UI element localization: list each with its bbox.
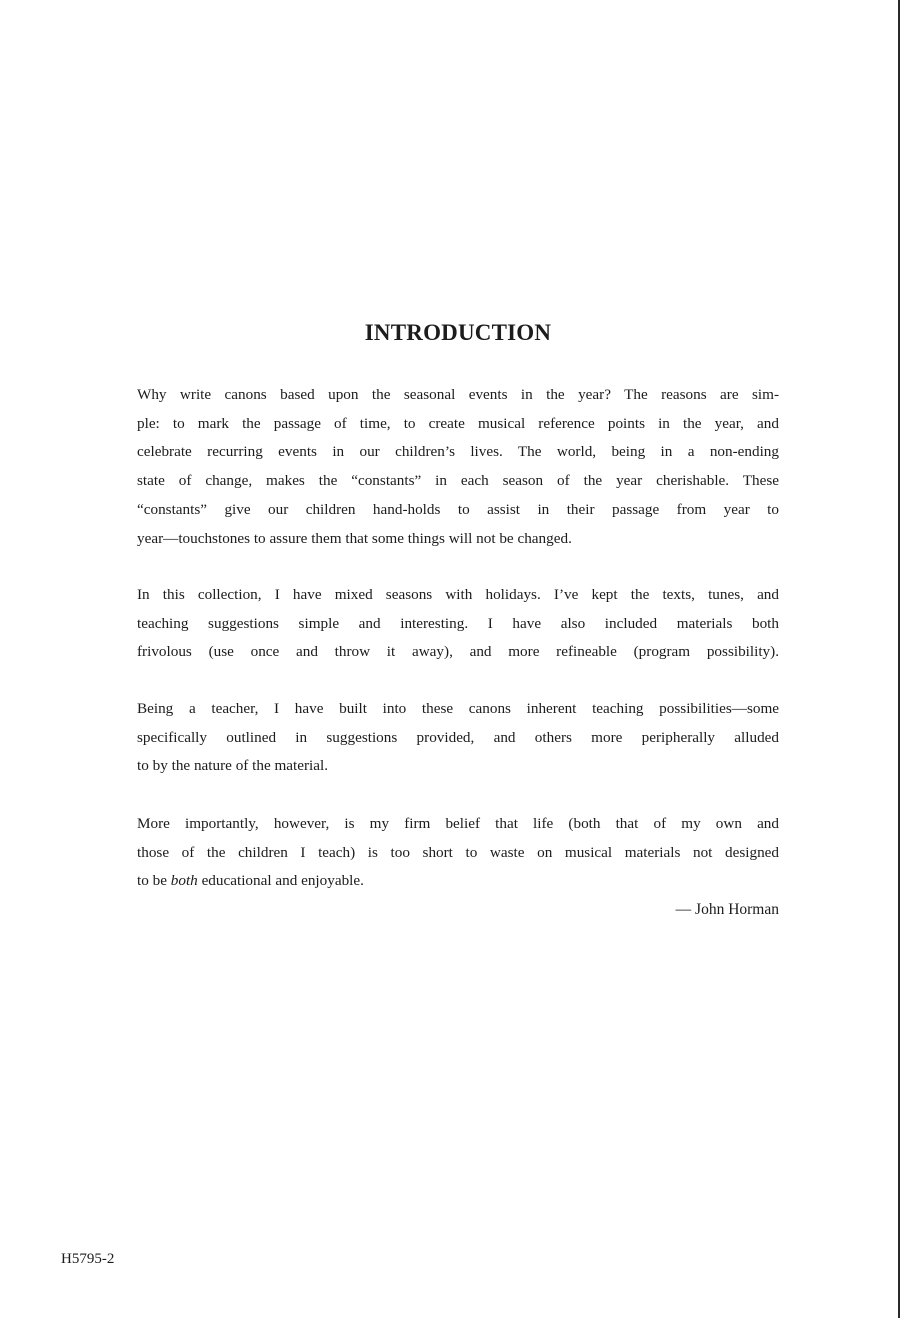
line-text: to be [137,872,171,890]
paragraph-line: Why write canons based upon the seasonal events in the year? The reasons are sim- [137,386,779,403]
paragraph-line: More importantly, however, is my firm belief that life (both that of my own and [137,815,779,832]
paragraph-belief [137,810,779,896]
paragraph-line: celebrate recurring events in our children’s lives. The world, being in a non-ending [137,443,779,461]
paragraph-line: In this collection, I have mixed seasons with holidays. I’ve kept the texts, tunes, and [137,586,779,603]
paragraph-line: year—touchstones to assure them that some things will not be changed. [137,529,572,547]
paragraph-line: frivolous (use once and throw it away), and more refineable (program possibility). [137,643,779,661]
paragraph-collection [137,581,779,667]
paragraph-line: Being a teacher, I have built into these canons inherent teaching possibilities—some [137,700,779,717]
paragraph-line [137,867,779,896]
paragraph-line: “constants” give our children hand-holds to assist in their passage from year to [137,500,779,518]
page-title: INTRODUCTION [364,320,552,345]
paragraph-seasonal-canons [137,381,779,553]
paragraph-line: to by the nature of the material. [137,757,329,775]
paragraph-line: ple: to mark the passage of time, to create musical reference points in the year, and [137,414,779,432]
paragraph-teaching [137,695,779,781]
catalog-number: H5795-2 [61,1251,115,1267]
paragraph-line: specifically outlined in suggestions provided, and others more peripherally alluded [137,728,779,746]
paragraph-line: state of change, makes the “constants” in each season of the year cherishable. These [137,472,779,490]
paragraph-line: teaching suggestions simple and interesting. I have also included materials both [137,614,779,632]
emphasis-text: both [170,872,198,890]
author-signature: — John Horman [675,901,779,918]
paragraph-line: those of the children I teach) is too short to waste on musical materials not designed [137,843,779,861]
line-text: educational and enjoyable. [197,872,364,890]
